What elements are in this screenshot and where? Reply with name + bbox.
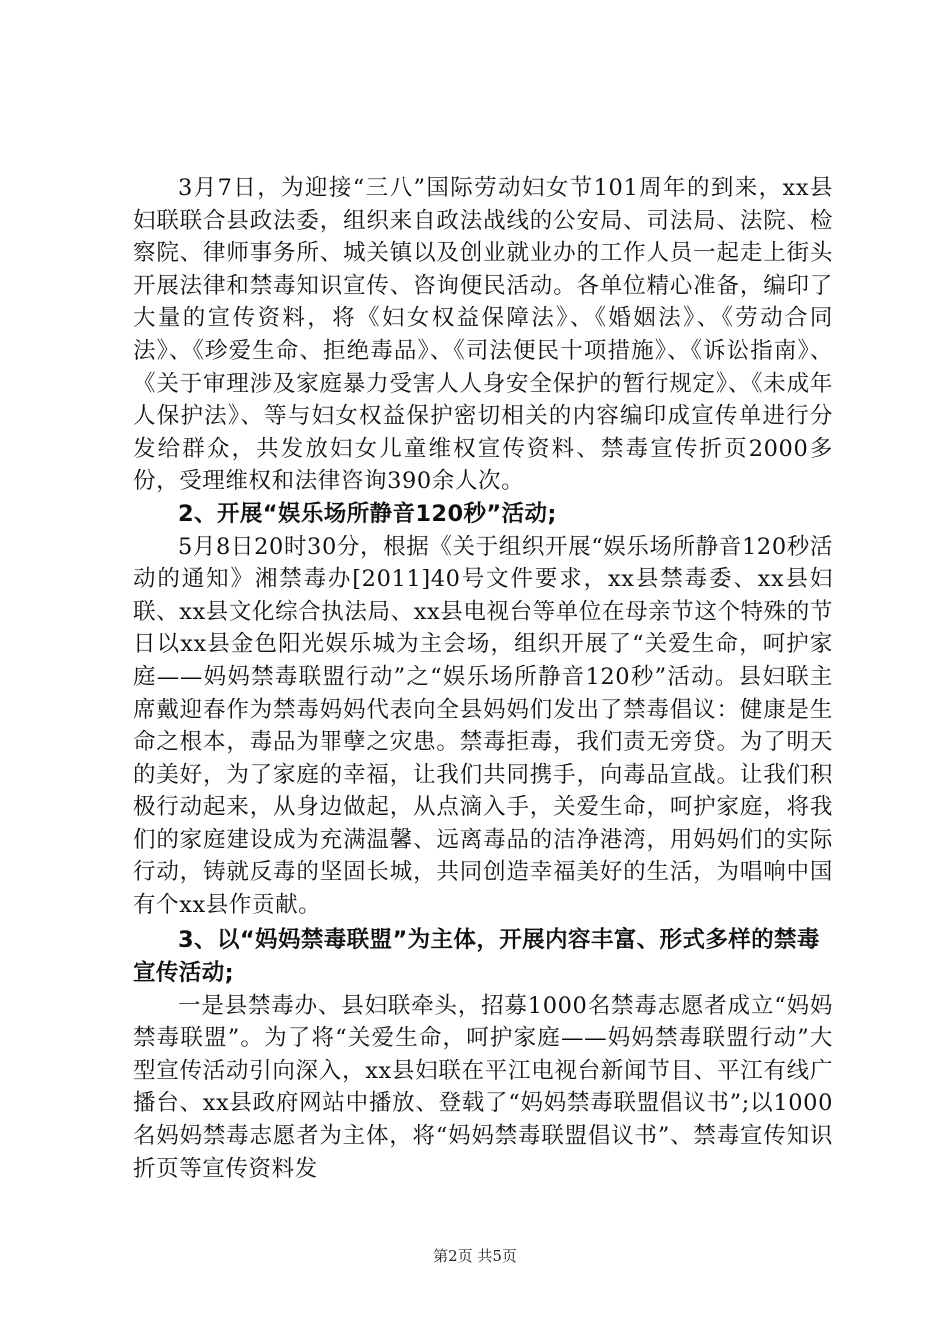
paragraph-silent-120-seconds: 5月8日20时30分，根据《关于组织开展“娱乐场所静音120秒活动的通知》湘禁毒办[2011]40号文件要求，xx县禁毒委、xx县妇联、xx县文化综合执法局、xx县电视台等单位在母亲节这个特殊的节日以xx县金色阳光娱乐城为主会场，组织开展了“关爱生命，呵护家庭——妈妈禁毒联盟行动”之“娱乐场所静音120秒”活动。县妇联主席戴迎春作为禁毒妈妈代表向全县妈妈们发出了禁毒倡议：健康是生命之根本，毒品为罪孽之灾患。禁毒拒毒，我们责无旁贷。为了明天的美好，为了家庭的幸福，让我们共同携手，向毒品宣战。让我们积极行动起来，从身边做起，从点滴入手，关爱生命，呵护家庭，将我们的家庭建设成为充满温馨、远离毒品的洁净港湾，用妈妈们的实际行动，铸就反毒的坚固长城，共同创造幸福美好的生活，为唱响中国有个xx县作贡献。 — [133, 533, 833, 919]
paragraph-volunteer-recruitment: 一是县禁毒办、县妇联牵头，招募1000名禁毒志愿者成立“妈妈禁毒联盟”。为了将“关爱生命，呵护家庭——妈妈禁毒联盟行动”大型宣传活动引向深入，xx县妇联在平江电视台新闻节目、平江有线广播台、xx县政府网站中播放、登载了“妈妈禁毒联盟倡议书”;以1000名妈妈禁毒志愿者为主体，将“妈妈禁毒联盟倡议书”、禁毒宣传知识折页等宣传资料发 — [133, 992, 833, 1182]
paragraph-womens-day-activity: 3月7日，为迎接“三八”国际劳动妇女节101周年的到来，xx县妇联联合县政法委，组织来自政法战线的公安局、司法局、法院、检察院、律师事务所、城关镇以及创业就业办的工作人员一起走上街头开展法律和禁毒知识宣传、咨询便民活动。各单位精心准备，编印了大量的宣传资料，将《妇女权益保障法》、《婚姻法》、《劳动合同法》、《珍爱生命、拒绝毒品》、《司法便民十项措施》、《诉讼指南》、《关于审理涉及家庭暴力受害人人身安全保护的暂行规定》、《未成年人保护法》、等与妇女权益保护密切相关的内容编印成宣传单进行分发给群众，共发放妇女儿童维权宣传资料、禁毒宣传折页2000多份，受理维权和法律咨询390余人次。 — [133, 175, 833, 495]
heading-mothers-anti-drug-alliance: 3、以“妈妈禁毒联盟”为主体，开展内容丰富、形式多样的禁毒宣传活动; — [133, 926, 820, 986]
page-number-footer: 第2页 共5页 — [433, 1247, 517, 1265]
heading-silent-120-seconds: 2、开展“娱乐场所静音120秒”活动; — [178, 500, 557, 527]
document-body — [133, 172, 833, 1185]
